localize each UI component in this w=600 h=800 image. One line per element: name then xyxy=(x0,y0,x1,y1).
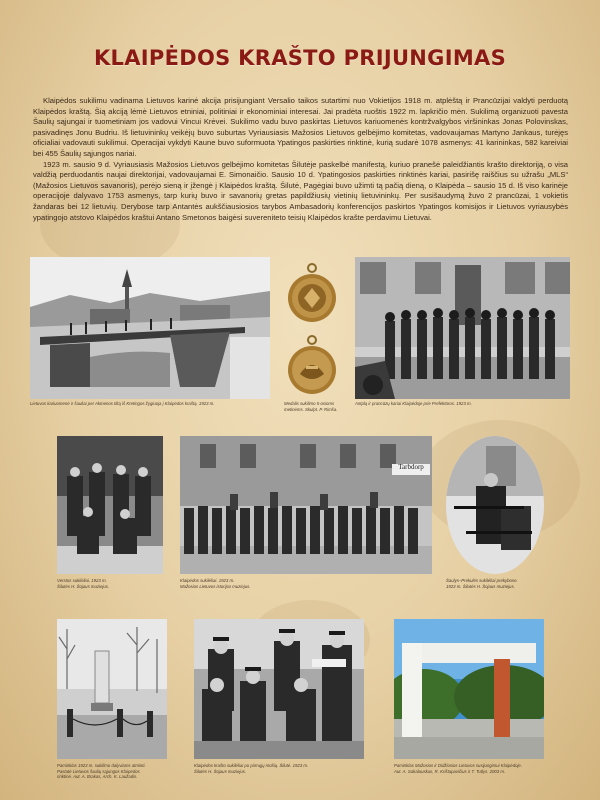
volunteers-caption xyxy=(57,578,167,589)
station-sign: Tarbdorp xyxy=(398,463,424,471)
caption-line: Mažosios Lietuvos istorijos muziejus. xyxy=(180,583,251,589)
intro-paragraph: Klaipėdos sukilimu vadinama Lietuvos karinė akcija prisijungiant Versalio taikos sutartimi nuo Vokietijos 1918 m. atplėštą ir Prancūzijai valdyti perduotą Klaipėdos kraštą. Šią akciją lėmė Lietuvos etniniai, politiniai ir ekonominiai interesai. Jai pradėta ruoštis 1922 m. lapkričio mėn. Sukilimą organizuoti pavesta Šaulių sąjungai ir tuometiniam jos vadovui Vincui Krėvei. Sukilimo vadu buvo paskirtas Lietuvos kariuomenės kontržvalgybos viršininkas Jonas Polovinskas, pasivadinęs Jonu Budriu. Iš lietuvininkų veikėjų buvo suburtas Vyriausiasis Mažosios Lietuvos gelbėjimo komitetas, vadovaujamas Martyno Jankaus, turėjęs oficialiai vadovauti sukilimui. Operacijai vykdyti Kaune buvo suformuota Ypatingos paskirties rinktinė, kurią sudarė 1078 asmenys: 41 karininkas, 582 kareiviai bei 455 Šaulių sąjungos nariai. xyxy=(33,96,568,158)
medal-obverse xyxy=(286,262,338,326)
caption-line: Paminklas 1923 m. sukilimo dalyviams atminti. xyxy=(57,763,146,768)
monument-photo xyxy=(57,619,167,759)
caption-line: Šilutės H. Šojaus muziejus. xyxy=(194,768,247,774)
soldiers-caption xyxy=(446,578,556,589)
memorial-caption xyxy=(394,763,564,774)
caption-line: Šilutės H. Šojaus muziejus. xyxy=(57,583,110,589)
medal-caption xyxy=(284,401,348,412)
volunteers-photo xyxy=(57,436,163,574)
intro-text xyxy=(33,96,568,223)
caption-line: Paminklas Mažosios ir Didžiosios Lietuvos susijungimui Klaipėdoje. xyxy=(394,763,523,768)
caption-line: Verstos sukilėliai. 1923 m. xyxy=(57,578,107,583)
caption-line: Šaulys–Prekulės sukilėliai prekybose. xyxy=(446,578,518,583)
intro-paragraph: 1923 m. sausio 9 d. Vyriausiasis Mažosios Lietuvos gelbėjimo komitetas Šilutėje paskelbė manifestą, kuriuo pranešė paleidžiantis krašto direktoriją, o visa valdžią perduodantis naujai direktorijai, vadovaujamai E. Simonaičio. Sausio 10 d. Ypatingosios paskirties rinktinės kariai, pasirišę raiščius su užrašu „MLS“ (Mažosios Lietuvos savanoris), perėjo sieną ir įžengė į Klaipėdos kraštą. Šilutė, Pagėgiai buvo užimti tą pačią dieną, o Klaipėda – sausio 15 d. Iš viso karinėje operacijoje dalyvavo 1753 asmenys, tarp kurių buvo ir savanorių gretas papildžiusių vietinių lietuvininkų. Per susišaudymą žuvo 2 prancūzai, 1 vokietis žandaras bei 12 lietuvių. Derybose tarp Antantės aukščiausiosios tarybos Ambasadorių konferencijos paskirtos Ypatingos komisijos ir Lietuvos vyriausybės ypatingojo atstovo Klaipėdos kraštui Antano Smetonos baigėsi suvereniteto teisių Klaipėdos krašte perdavimu Lietuvai. xyxy=(33,159,568,222)
medal-reverse xyxy=(286,334,338,398)
caption-line: 1923 m. Šilutės H. Šojaus muziejus. xyxy=(446,583,515,589)
memorial-photo xyxy=(394,619,544,759)
station-photo xyxy=(180,436,432,574)
caption-line: Lietuvos kariuomenė ir šauliai per Akmenos tiltą iš Kretingos žygiuoja į Klaipėdos kraštą. 1923 m. xyxy=(30,401,215,406)
group-caption xyxy=(194,763,374,774)
monument-caption xyxy=(57,763,177,780)
caption-line: Medalis sukilimo 5-osioms xyxy=(284,401,335,406)
caption-line: Aut. A. Sakalauskas, R. Krištapavičius ir T. Tutlys. 2003 m. xyxy=(394,768,506,774)
station-caption xyxy=(180,578,380,589)
caption-line: metinėms. Skulpt. P. Rimša. xyxy=(284,406,338,412)
troops-photo xyxy=(355,257,570,399)
caption-line: Pastatė Lietuvos šaulių sąjungos Klaipėdos xyxy=(57,768,140,774)
bridge-photo xyxy=(30,257,270,399)
caption-line: Antplą ir prancūzų kariai Klaipėdoje prie Prefektūros. 1923 m. xyxy=(355,401,472,406)
soldiers-photo xyxy=(446,436,544,574)
caption-line: rinktinė. Aut. A. Brakas, Arch. K. Laužadis. xyxy=(57,774,138,780)
caption-line: Klaipėdos krašto sukilėliai po pirmųjų mūšių. Šilutė. 1923 m. xyxy=(194,763,309,768)
troops-caption xyxy=(355,401,570,407)
caption-line: Klaipėdos sukilėliai. 1923 m. xyxy=(180,578,235,583)
bridge-caption xyxy=(30,401,270,407)
group-photo xyxy=(194,619,364,759)
poster-title: KLAIPĖDOS KRAŠTO PRIJUNGIMAS xyxy=(93,46,507,70)
